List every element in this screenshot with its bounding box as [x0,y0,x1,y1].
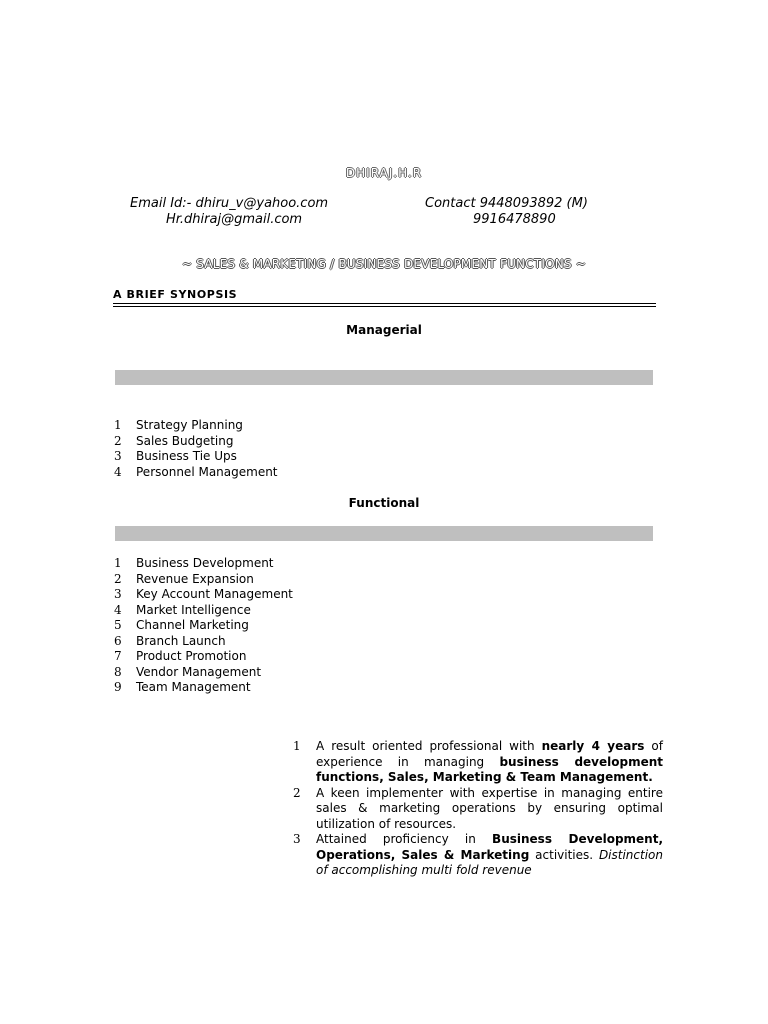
synopsis-title: A BRIEF SYNOPSIS [113,288,238,301]
functional-list [114,556,293,696]
bullet-item: 2 A keen implementer with expertise in managing entire sales & marketing operations by ensuring optimal utilization of resources. [293,785,663,831]
list-item: 2 Revenue Expansion [114,571,254,586]
list-item: 3 Key Account Management [114,587,293,601]
bullet-item: 1 A result oriented professional with nearly 4 years of experience in managing business development functions, Sales, Marketing & Team Management. [293,739,664,784]
contact-line-2: 9916478890 [473,212,556,227]
contact-line-1: Contact 9448093892 (M) [425,196,588,211]
list-item: 1 Strategy Planning [114,418,243,432]
managerial-list [114,418,278,480]
list-item: 3 Business Tie Ups [114,449,237,463]
synopsis-bullets [293,739,663,879]
functional-heading: Functional [348,496,420,510]
list-item: 6 Branch Launch [114,633,226,648]
email-block [130,196,328,228]
contact-block [425,196,588,228]
list-item: 2 Sales Budgeting [114,433,234,448]
divider-top [113,303,656,304]
tagline: ~ SALES & MARKETING / BUSINESS DEVELOPMENT FUNCTIONS ~ [182,257,586,271]
email-line-1: Email Id:- dhiru_v@yahoo.com [130,196,329,211]
list-item: 7 Product Promotion [114,649,247,663]
list-item: 1 Business Development [114,556,274,570]
list-item: 4 Market Intelligence [114,602,251,617]
managerial-bar [115,370,653,385]
list-item: 9 Team Management [114,680,251,694]
list-item: 5 Channel Marketing [114,618,249,632]
email-line-2: Hr.dhiraj@gmail.com [166,212,303,227]
list-item: 4 Personnel Management [114,464,278,479]
bullet-item: 3 Attained proficiency in Business Development, Operations, Sales & Marketing activities. Distinction of accomplishing multi fold revenue [293,832,664,877]
managerial-heading: Managerial [346,323,422,337]
divider-bottom [113,306,656,307]
functional-bar [115,526,653,541]
list-item: 8 Vendor Management [114,664,262,679]
candidate-name: DHIRAJ.H.R [345,166,423,180]
